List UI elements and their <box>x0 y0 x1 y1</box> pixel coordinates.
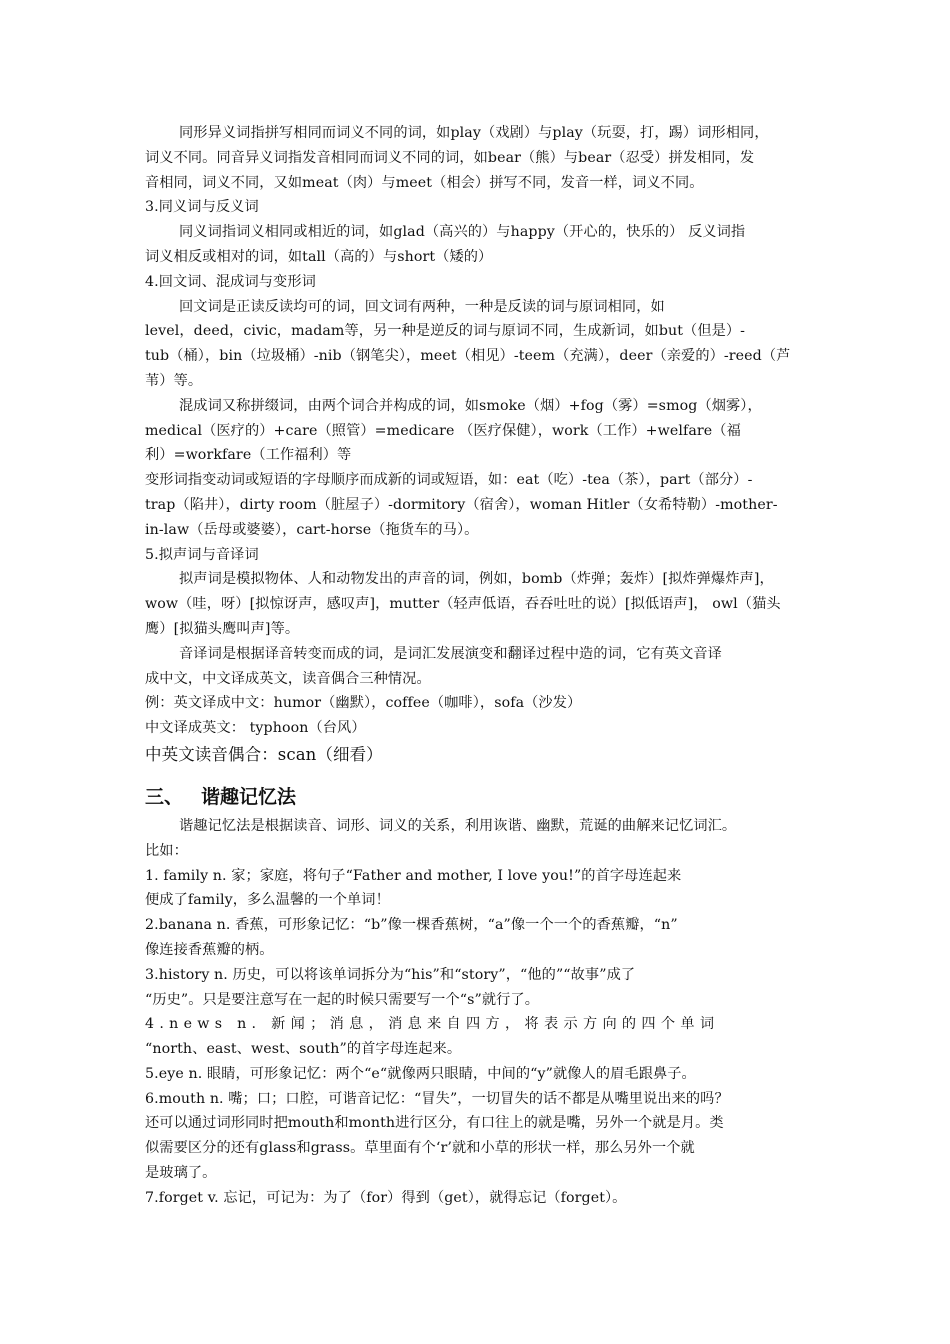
subheading-synonyms: 3.同义词与反义词 <box>145 199 259 216</box>
section-heading-title: 谐趣记忆法 <box>201 785 297 808</box>
item-family-line-2: 便成了family，多么温馨的一个单词！ <box>145 892 390 909</box>
palindrome-line-4: 苇）等。 <box>145 372 203 389</box>
palindrome-line-3: tub（桶），bin（垃圾桶）-nib（钢笔尖），meet（相见）-teem（充满），deer（亲爱的）-reed（芦 <box>145 348 791 365</box>
example-line-1: 例：英文译成中文：humor（幽默），coffee（咖啡），sofa（沙发） <box>145 695 582 712</box>
item-history-line-2: “历史”。只是要注意写在一起的时候只需要写一个“s”就行了。 <box>145 991 539 1008</box>
palindrome-line-2: level，deed，civic，madam等，另一种是逆反的词与原词不同，生成新词，如but（但是）- <box>145 323 746 340</box>
onomatopoeia-line-2: wow（哇，呀）[拟惊讶声，感叹声]，mutter（轻声低语，吞吞吐吐的说）[拟低语声]， owl（猫头 <box>145 596 781 613</box>
synonym-line-1: 同义词指词义相同或相近的词，如glad（高兴的）与happy（开心的，快乐的） 反义词指 <box>179 224 746 241</box>
item-banana-line-2: 像连接香蕉瓣的柄。 <box>145 941 274 958</box>
homograph-line-2: 词义不同。同音异义词指发音相同而词义不同的词，如bear（熊）与bear（忍受）拼发相同，发 <box>145 149 755 166</box>
subheading-palindromes: 4.回文词、混成词与变形词 <box>145 273 316 290</box>
onomatopoeia-line-1: 拟声词是模拟物体、人和动物发出的声音的词，例如，bomb（炸弹；轰炸）[拟炸弹爆炸声]， <box>179 571 774 588</box>
intro-line-1: 谐趣记忆法是根据读音、词形、词义的关系，利用诙谐、幽默，荒诞的曲解来记忆词汇。 <box>179 817 737 834</box>
anagram-line-3: in-law（岳母或婆婆），cart-horse（拖货车的马）。 <box>145 521 479 538</box>
item-mouth-line-3: 似需要区分的还有glass和grass。草里面有个‘r’就和小草的形状一样，那么另外一个就 <box>145 1140 695 1157</box>
palindrome-line-1: 回文词是正读反读均可的词，回文词有两种，一种是反读的词与原词相同，如 <box>179 298 665 315</box>
anagram-line-1: 变形词指变动词或短语的字母顺序而成新的词或短语，如：eat（吃）-tea（茶），part（部分）- <box>145 472 753 489</box>
section-heading <box>145 782 830 812</box>
section-heading-number: 三、 <box>145 785 184 808</box>
example-line-2: 中文译成英文： typhoon（台风） <box>145 720 366 737</box>
blend-line-3: 利）=workfare（工作福利）等 <box>145 447 352 464</box>
homograph-line-3: 音相同，词义不同，又如meat（肉）与meet（相会）拼写不同，发音一样，词义不同。 <box>145 174 704 191</box>
item-eye-line-1: 5.eye n. 眼睛，可形象记忆：两个“e“就像两只眼睛，中间的“y”就像人的眉毛跟鼻子。 <box>145 1065 696 1082</box>
item-news-line-2: “north、east、west、south”的首字母连起来。 <box>145 1041 462 1058</box>
item-banana-line-1: 2.banana n. 香蕉，可形象记忆：“b”像一棵香蕉树，“a”像一个一个的香蕉瓣，“n” <box>145 917 678 934</box>
item-mouth-line-4: 是玻璃了。 <box>145 1165 217 1182</box>
synonym-line-2: 词义相反或相对的词，如tall（高的）与short（矮的） <box>145 248 493 265</box>
item-news-line-1: 4.news n. 新闻；消息，消息来自四方，将表示方向的四个单词 <box>145 1016 720 1033</box>
example-line-3: 中英文读音偶合：scan（细看） <box>145 744 383 764</box>
subheading-onomatopoeia: 5.拟声词与音译词 <box>145 546 259 563</box>
intro-line-2: 比如： <box>145 842 188 859</box>
blend-line-1: 混成词又称拼缀词，由两个词合并构成的词，如smoke（烟）+fog（雾）=smog（烟雾）， <box>179 397 762 414</box>
transliteration-line-1: 音译词是根据译音转变而成的词，是词汇发展演变和翻译过程中造的词，它有英文音译 <box>179 645 722 662</box>
item-mouth-line-1: 6.mouth n. 嘴；口；口腔，可谐音记忆：“冒失”，一切冒失的话不都是从嘴里说出来的吗？ <box>145 1090 729 1107</box>
blend-line-2: medical（医疗的）+care（照管）=medicare （医疗保健），work（工作）+welfare（福 <box>145 422 741 439</box>
transliteration-line-2: 成中文，中文译成英文，读音偶合三种情况。 <box>145 670 431 687</box>
anagram-line-2: trap（陷井），dirty room（脏屋子）-dormitory（宿舍），woman Hitler（女希特勒）-mother- <box>145 496 778 513</box>
item-family-line-1: 1. family n. 家；家庭，将句子“Father and mother, I love you!”的首字母连起来 <box>145 867 682 884</box>
onomatopoeia-line-3: 鹰）[拟猫头鹰叫声]等。 <box>145 620 300 637</box>
item-forget-line-1: 7.forget v. 忘记，可记为：为了（for）得到（get），就得忘记（forget）。 <box>145 1189 627 1206</box>
homograph-line-1: 同形异义词指拼写相同而词义不同的词，如play（戏剧）与play（玩耍，打，踢）词形相同， <box>179 125 769 141</box>
item-history-line-1: 3.history n. 历史，可以将该单词拆分为“his”和“story”，“他的”“故事”成了 <box>145 966 636 983</box>
item-mouth-line-2: 还可以通过词形同时把mouth和month进行区分，有口往上的就是嘴，另外一个就是月。类 <box>145 1115 724 1132</box>
